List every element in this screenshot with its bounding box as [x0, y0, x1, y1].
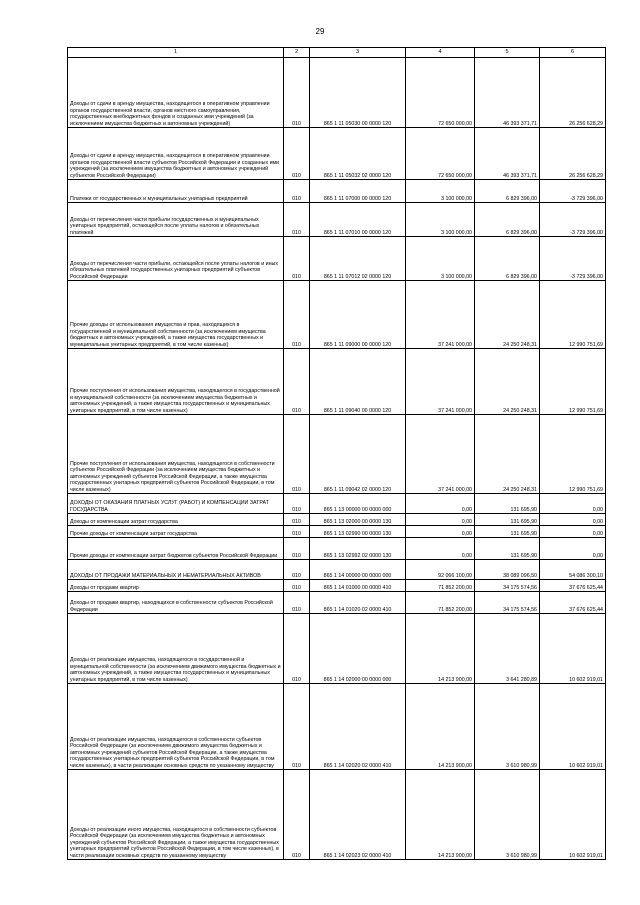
- approved-amount-cell: 72 650 000,00: [406, 128, 475, 180]
- executed-amount-cell: 6 829 396,00: [475, 237, 540, 281]
- kbk-code-cell: 865 1 14 02000 00 0000 000: [310, 614, 406, 684]
- kbk-code-cell: 865 1 14 01000 00 0000 410: [310, 580, 406, 592]
- executed-amount-cell: 6 829 396,00: [475, 203, 540, 237]
- table-row: [68, 494, 606, 514]
- income-name-cell: Прочие доходы от компенсации затрат бюджетов субъектов Российской Федерации: [68, 538, 284, 560]
- approved-amount-cell: 0,00: [406, 514, 475, 526]
- approved-amount-cell: 0,00: [406, 526, 475, 538]
- unexecuted-amount-cell: 0,00: [540, 526, 606, 538]
- table-row: [68, 514, 606, 526]
- unexecuted-amount-cell: -3 729 396,00: [540, 180, 606, 203]
- approved-amount-cell: 37 241 000,00: [406, 349, 475, 415]
- approved-amount-cell: 3 100 000,00: [406, 180, 475, 203]
- column-header-1: 1: [68, 48, 284, 58]
- column-header-5: 5: [475, 48, 540, 58]
- approved-amount-cell: 3 100 000,00: [406, 237, 475, 281]
- kbk-code-cell: 865 1 11 09040 00 0000 120: [310, 349, 406, 415]
- unexecuted-amount-cell: 37 676 625,44: [540, 580, 606, 592]
- unexecuted-amount-cell: 0,00: [540, 494, 606, 514]
- income-name-cell: Прочие доходы от компенсации затрат государства: [68, 526, 284, 538]
- executed-amount-cell: 24 250 248,31: [475, 281, 540, 349]
- approved-amount-cell: 0,00: [406, 538, 475, 560]
- income-name-cell: ДОХОДЫ ОТ ОКАЗАНИЯ ПЛАТНЫХ УСЛУГ (РАБОТ) И КОМПЕНСАЦИИ ЗАТРАТ ГОСУДАРСТВА: [68, 494, 284, 514]
- line-code-cell: 010: [284, 415, 310, 494]
- line-code-cell: 010: [284, 770, 310, 860]
- line-code-cell: 010: [284, 614, 310, 684]
- approved-amount-cell: 92 066 100,00: [406, 560, 475, 580]
- approved-amount-cell: 14 213 900,00: [406, 614, 475, 684]
- line-code-cell: 010: [284, 684, 310, 770]
- unexecuted-amount-cell: 12 990 751,69: [540, 349, 606, 415]
- approved-amount-cell: 37 241 000,00: [406, 281, 475, 349]
- income-name-cell: Прочие поступления от использования имущества, находящегося в государственной и муниципальной собственности (за исключением имущества бюджетных и автономных учреждений, а также имущества государственных и муниципальных унитарных предприятий, в том числе казенных): [68, 349, 284, 415]
- executed-amount-cell: 131 695,90: [475, 494, 540, 514]
- unexecuted-amount-cell: 26 256 628,29: [540, 58, 606, 128]
- table-row: [68, 415, 606, 494]
- income-name-cell: Доходы от сдачи в аренду имущества, находящегося в оперативном управлении органов государственной власти, органов местного самоуправления, государственных внебюджетных фондов и созданных ими учреждений (за исключением имущества бюджетных и автономных учреждений): [68, 58, 284, 128]
- income-name-cell: Доходы от продажи квартир, находящихся в собственности субъектов Российской Федерации: [68, 592, 284, 614]
- approved-amount-cell: 14 213 900,00: [406, 770, 475, 860]
- unexecuted-amount-cell: 12 990 751,69: [540, 281, 606, 349]
- income-name-cell: Доходы от реализации иного имущества, находящегося в собственности субъектов Российской Федерации (за исключением имущества бюджетных и автономных учреждений субъектов Российской Федерации, а также имущества государственных унитарных предприятий субъектов Российской Федерации, в том числе казенных), в части реализации основных средств по указанному имуществу: [68, 770, 284, 860]
- kbk-code-cell: 865 1 11 07010 00 0000 120: [310, 203, 406, 237]
- kbk-code-cell: 865 1 11 07012 02 0000 120: [310, 237, 406, 281]
- table-row: [68, 349, 606, 415]
- column-number-row: [68, 48, 606, 58]
- executed-amount-cell: 24 250 248,31: [475, 415, 540, 494]
- income-name-cell: Доходы от перечисления части прибыли государственных и муниципальных унитарных предприятий, остающейся после уплаты налогов и обязательных платежей: [68, 203, 284, 237]
- unexecuted-amount-cell: 10 602 919,01: [540, 770, 606, 860]
- column-header-4: 4: [406, 48, 475, 58]
- table-row: [68, 614, 606, 684]
- line-code-cell: 010: [284, 494, 310, 514]
- line-code-cell: 010: [284, 58, 310, 128]
- column-header-6: 6: [540, 48, 606, 58]
- unexecuted-amount-cell: -3 729 396,00: [540, 203, 606, 237]
- approved-amount-cell: 71 852 200,00: [406, 592, 475, 614]
- unexecuted-amount-cell: 12 990 751,69: [540, 415, 606, 494]
- executed-amount-cell: 34 175 574,56: [475, 580, 540, 592]
- unexecuted-amount-cell: 10 602 919,01: [540, 614, 606, 684]
- table-row: [68, 237, 606, 281]
- table-row: [68, 180, 606, 203]
- unexecuted-amount-cell: 26 256 628,29: [540, 128, 606, 180]
- executed-amount-cell: 131 695,90: [475, 526, 540, 538]
- unexecuted-amount-cell: 0,00: [540, 538, 606, 560]
- executed-amount-cell: 34 175 574,56: [475, 592, 540, 614]
- income-name-cell: Прочие доходы от использования имущества и прав, находящихся в государственной и муниципальной собственности (за исключением имущества бюджетных и автономных учреждений, а также имущества государственных и муниципальных унитарных предприятий, в том числе казенных): [68, 281, 284, 349]
- income-name-cell: Доходы от сдачи в аренду имущества, находящегося в оперативном управлении органов государственной власти субъектов Российской Федерации и созданных ими учреждений (за исключением имущества бюджетных и автономных учреждений субъектов Российской Федерации): [68, 128, 284, 180]
- kbk-code-cell: 865 1 13 02992 02 0000 130: [310, 538, 406, 560]
- executed-amount-cell: 131 695,90: [475, 538, 540, 560]
- line-code-cell: 010: [284, 538, 310, 560]
- unexecuted-amount-cell: -3 729 396,00: [540, 237, 606, 281]
- line-code-cell: 010: [284, 514, 310, 526]
- income-name-cell: Платежи от государственных и муниципальных унитарных предприятий: [68, 180, 284, 203]
- executed-amount-cell: 24 250 248,31: [475, 349, 540, 415]
- executed-amount-cell: 3 610 980,99: [475, 684, 540, 770]
- income-name-cell: Доходы от продажи квартир: [68, 580, 284, 592]
- kbk-code-cell: 865 1 14 02020 02 0000 410: [310, 684, 406, 770]
- income-name-cell: Доходы от перечисления части прибыли, остающейся после уплаты налогов и иных обязательных платежей государственных унитарных предприятий субъектов Российской Федерации: [68, 237, 284, 281]
- executed-amount-cell: 3 641 280,89: [475, 614, 540, 684]
- budget-execution-table: [67, 47, 606, 860]
- table-row: [68, 203, 606, 237]
- unexecuted-amount-cell: 37 676 625,44: [540, 592, 606, 614]
- approved-amount-cell: 14 213 900,00: [406, 684, 475, 770]
- kbk-code-cell: 865 1 13 02990 00 0000 130: [310, 526, 406, 538]
- table-row: [68, 684, 606, 770]
- table-row: [68, 526, 606, 538]
- line-code-cell: 010: [284, 349, 310, 415]
- executed-amount-cell: 3 610 980,99: [475, 770, 540, 860]
- table-row: [68, 58, 606, 128]
- table-row: [68, 560, 606, 580]
- unexecuted-amount-cell: 54 086 300,10: [540, 560, 606, 580]
- table-row: [68, 770, 606, 860]
- line-code-cell: 010: [284, 526, 310, 538]
- kbk-code-cell: 865 1 11 05032 02 0000 120: [310, 128, 406, 180]
- table-row: [68, 281, 606, 349]
- approved-amount-cell: 3 100 000,00: [406, 203, 475, 237]
- kbk-code-cell: 865 1 11 09042 02 0000 120: [310, 415, 406, 494]
- income-name-cell: Доходы от реализации имущества, находящегося в государственной и муниципальной собственности (за исключением движимого имущества бюджетных и автономных учреждений, а также имущества государственных и муниципальных унитарных предприятий, в том числе казенных): [68, 614, 284, 684]
- column-header-3: 3: [310, 48, 406, 58]
- executed-amount-cell: 131 695,90: [475, 514, 540, 526]
- line-code-cell: 010: [284, 180, 310, 203]
- table-row: [68, 128, 606, 180]
- page-number: 29: [315, 27, 325, 36]
- kbk-code-cell: 865 1 14 02023 02 0000 410: [310, 770, 406, 860]
- executed-amount-cell: 6 829 396,00: [475, 180, 540, 203]
- line-code-cell: 010: [284, 237, 310, 281]
- executed-amount-cell: 46 393 371,71: [475, 128, 540, 180]
- income-name-cell: ДОХОДЫ ОТ ПРОДАЖИ МАТЕРИАЛЬНЫХ И НЕМАТЕРИАЛЬНЫХ АКТИВОВ: [68, 560, 284, 580]
- kbk-code-cell: 865 1 11 09000 00 0000 120: [310, 281, 406, 349]
- line-code-cell: 010: [284, 560, 310, 580]
- line-code-cell: 010: [284, 592, 310, 614]
- executed-amount-cell: 38 089 096,50: [475, 560, 540, 580]
- table-row: [68, 592, 606, 614]
- unexecuted-amount-cell: 10 602 919,01: [540, 684, 606, 770]
- table-row: [68, 538, 606, 560]
- approved-amount-cell: 71 852 200,00: [406, 580, 475, 592]
- kbk-code-cell: 865 1 11 05030 00 0000 120: [310, 58, 406, 128]
- line-code-cell: 010: [284, 203, 310, 237]
- unexecuted-amount-cell: 0,00: [540, 514, 606, 526]
- column-header-2: 2: [284, 48, 310, 58]
- income-name-cell: Доходы от компенсации затрат государства: [68, 514, 284, 526]
- kbk-code-cell: 865 1 11 07000 00 0000 120: [310, 180, 406, 203]
- approved-amount-cell: 37 241 000,00: [406, 415, 475, 494]
- kbk-code-cell: 865 1 13 00000 00 0000 000: [310, 494, 406, 514]
- executed-amount-cell: 46 393 371,71: [475, 58, 540, 128]
- income-name-cell: Прочие поступления от использования имущества, находящегося в собственности субъектов Российской Федерации (за исключением имущества бюджетных и автономных учреждений субъектов Российской Федерации, а также имущества государственных унитарных предприятий субъектов Российской Федерации, в том числе казенных): [68, 415, 284, 494]
- line-code-cell: 010: [284, 580, 310, 592]
- table-row: [68, 580, 606, 592]
- approved-amount-cell: 72 650 000,00: [406, 58, 475, 128]
- approved-amount-cell: 0,00: [406, 494, 475, 514]
- kbk-code-cell: 865 1 13 02000 00 0000 130: [310, 514, 406, 526]
- kbk-code-cell: 865 1 14 01020 02 0000 410: [310, 592, 406, 614]
- income-name-cell: Доходы от реализации имущества, находящегося в собственности субъектов Российской Федерации (за исключением движимого имущества бюджетных и автономных учреждений субъектов Российской Федерации, а также имущества государственных унитарных предприятий субъектов Российской Федерации, в том числе казенных), в части реализации основных средств по указанному имуществу: [68, 684, 284, 770]
- line-code-cell: 010: [284, 281, 310, 349]
- kbk-code-cell: 865 1 14 00000 00 0000 000: [310, 560, 406, 580]
- line-code-cell: 010: [284, 128, 310, 180]
